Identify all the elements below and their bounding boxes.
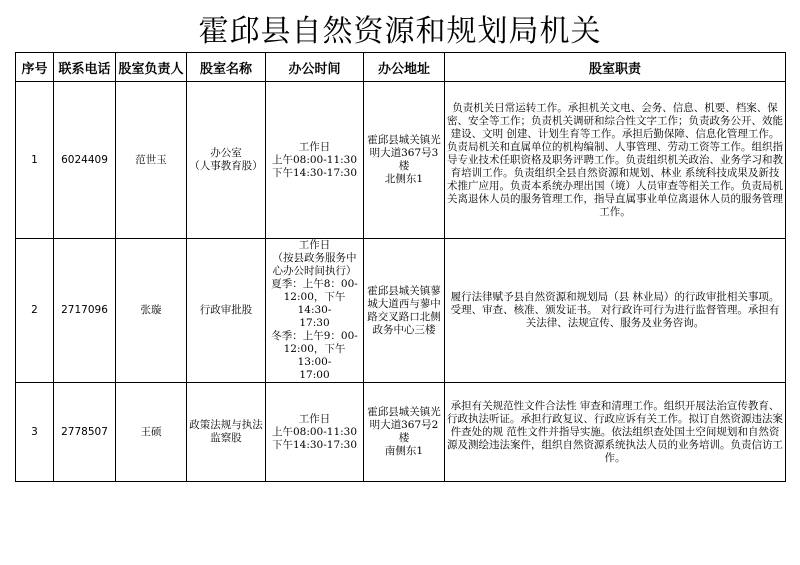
address-line: 北侧东1 (384, 173, 424, 185)
address-line: 明大道367号2楼 (369, 419, 439, 444)
cell-office-hours (266, 383, 364, 482)
header-head: 股室负责人 (116, 53, 187, 82)
address-line: 路交叉路口北侧 (367, 310, 441, 323)
cell-duties: 负责机关日常运转工作。承担机关文电、会务、信息、机要、档案、保密、安全等工作；负责机关调研和综合性文字工作；负责政务公开、效能建设、文明 创建、计划生育等工作。承担后勤保障、信息化管理工作。负责局机关和直属单位的机构编制、人事管理、劳动工资等工作。组织指导专业技术任职资格及职务评聘工作。负责组织机关政治、业务学习和教育培训工作。负责组织全县自然资源和规划、林业 系统科技成果及新技术推广应用。负责本系统办理出国（境）人员审查等相关工作。负责局机关离退休人员的服务管理工作，指导直属事业单位离退休人员的服务管理工作。 (445, 82, 786, 239)
hours-line: 工作日 (298, 140, 331, 153)
hours-line: 工作日 (298, 412, 331, 425)
cell-phone: 2778507 (54, 383, 116, 482)
section-name-line: 行政审批股 (199, 304, 253, 316)
section-name-line: 监察股 (210, 432, 242, 444)
hours-line: 上午08:00-11:30 (271, 153, 358, 166)
cell-section-name (187, 383, 266, 482)
address-line: 霍邱县城关镇光 (367, 406, 441, 418)
table-row (16, 82, 786, 239)
header-office-address: 办公地址 (364, 53, 445, 82)
address-line: 南侧东1 (384, 445, 424, 457)
cell-duties: 履行法律赋予县自然资源和规划局（县 林业局）的行政审批相关事项。受理、审查、核准、颁发证书。 对行政许可行为进行监督管理。承担有关法律、法规宣传、服务及业务咨询。 (445, 239, 786, 383)
hours-line: 12:00，下午14:30- (283, 291, 346, 316)
address-line: 明大道367号3楼 (369, 147, 439, 172)
cell-office-hours (266, 239, 364, 383)
header-duties: 股室职责 (445, 53, 786, 82)
staff-table (15, 52, 786, 482)
table-row (16, 239, 786, 383)
cell-index: 3 (16, 383, 54, 482)
hours-line: 工作日 (298, 239, 331, 251)
hours-line: 夏季：上午8：00- (271, 278, 358, 290)
cell-head: 王硕 (116, 383, 187, 482)
cell-index: 1 (16, 82, 54, 239)
cell-head: 张璇 (116, 239, 187, 383)
cell-index: 2 (16, 239, 54, 383)
cell-section-name (187, 82, 266, 239)
page-title: 霍邱县自然资源和规划局机关 (198, 14, 602, 49)
hours-line: 17:00 (299, 369, 330, 381)
cell-phone: 6024409 (54, 82, 116, 239)
cell-phone: 2717096 (54, 239, 116, 383)
cell-section-name (187, 239, 266, 383)
hours-line: 下午14:30-17:30 (271, 166, 358, 179)
address-line: 霍邱县城关镇光 (367, 134, 441, 146)
header-phone: 联系电话 (54, 53, 116, 82)
hours-line: 冬季：上午9：00- (271, 330, 358, 342)
cell-office-address (364, 383, 445, 482)
header-index: 序号 (16, 53, 54, 82)
header-section-name: 股室名称 (187, 53, 266, 82)
section-name-line: 政策法规与执法 (189, 419, 263, 431)
cell-office-address (364, 239, 445, 383)
hours-line: （按县政务服务中 (272, 252, 357, 264)
address-line: 霍邱县城关镇蓼 (367, 284, 441, 297)
address-line: 政务中心三楼 (372, 323, 436, 336)
cell-head: 范世玉 (116, 82, 187, 239)
hours-line: 下午14:30-17:30 (271, 438, 358, 451)
cell-office-address (364, 82, 445, 239)
address-line: 城大道西与蓼中 (367, 297, 441, 310)
hours-line: 心办公时间执行） (272, 265, 357, 277)
section-name-line: （人事教育股） (189, 160, 263, 172)
hours-line: 12:00，下午13:00- (283, 343, 346, 368)
section-name-line: 办公室 (210, 147, 242, 159)
hours-line: 上午08:00-11:30 (271, 425, 358, 438)
cell-duties: 承担有关规范性文件合法性 审查和清理工作。组织开展法治宣传教育、行政执法听证。承担行政复议、行政应诉有关工作。拟订自然资源违法案件查处的规 范性文件并指导实施。依法组织查处国土空间规划和自然资源及测绘违法案件，组织自然资源系统执法人员的业务培训。负责信访工作。 (445, 383, 786, 482)
hours-line: 17:30 (299, 317, 330, 329)
cell-office-hours (266, 82, 364, 239)
header-office-hours: 办公时间 (266, 53, 364, 82)
table-header-row (16, 53, 786, 82)
table-row (16, 383, 786, 482)
